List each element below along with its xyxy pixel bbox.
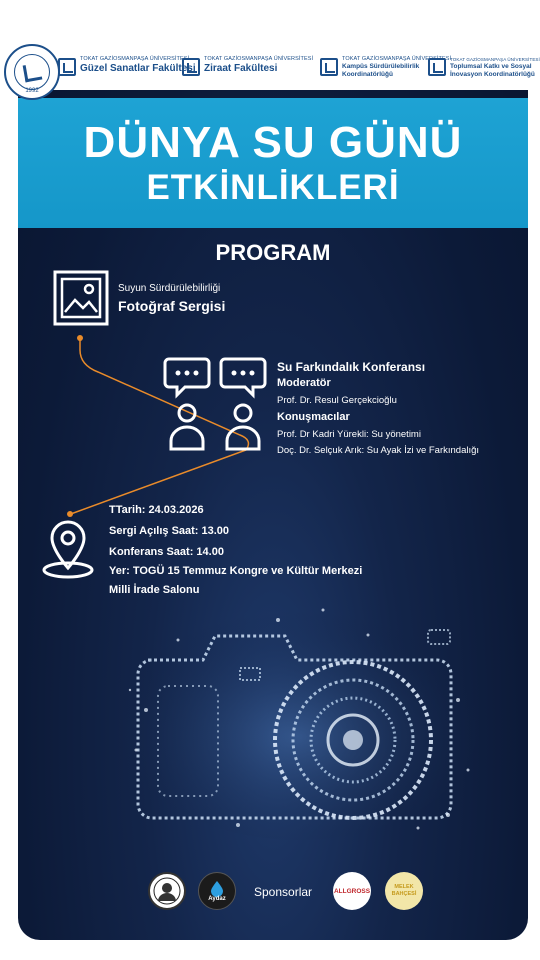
university-seal [4,44,60,100]
conference-title: Su Farkındalık Konferansı [277,360,426,374]
speaker-item: Prof. Dr Kadri Yürekli: Su yönetimi [277,429,421,440]
office-name-line2: Koordinatörlüğü [342,71,393,78]
sponsor-name: Aydaz [208,895,226,902]
sponsor-name: ALLGROSS [333,887,371,895]
sponsor-1-logo [148,872,186,910]
faculty-name: Güzel Sanatlar Fakültesi [80,63,196,74]
university-name: TOKAT GAZİOSMANPAŞA ÜNİVERSİTESİ [342,56,452,62]
portrait-emblem-icon [152,876,182,906]
university-name: TOKAT GAZİOSMANPAŞA ÜNİVERSİTESİ [450,57,540,62]
moderator-label: Moderatör [277,377,331,389]
seal-emblem-icon [14,54,50,90]
event-title: DÜNYA SU GÜNÜ [83,118,463,167]
sponsor-allgross-logo [333,872,371,910]
sponsors-label: Sponsorlar [254,885,313,899]
event-date: TTarih: 24.03.2026 [109,504,204,516]
poster-panel [18,20,540,940]
event-subtitle: ETKİNLİKLERİ [146,168,400,207]
university-name: TOKAT GAZİOSMANPAŞA ÜNİVERSİTESİ [204,56,314,62]
moderator-name: Prof. Dr. Resul Gerçekcioğlu [277,395,397,406]
office-name-line2: İnovasyon Koordinatörlüğü [450,71,535,78]
speaker-item: Doç. Dr. Selçuk Arık: Su Ayak İzi ve Farkındalığı [277,445,480,456]
location-pin-icon [40,518,96,582]
program-heading: PROGRAM [215,240,331,265]
venue-line-2: Milli İrade Salonu [109,584,200,596]
office-name-line1: Toplumsal Katkı ve Sosyal [450,63,532,70]
sponsor-melek-logo [385,872,423,910]
sponsor-name: MELEK BAHÇESİ [391,884,417,897]
seal-year: 1992 [25,88,39,94]
university-name: TOKAT GAZİOSMANPAŞA ÜNİVERSİTESİ [80,56,190,62]
conference-time: Konferans Saat: 14.00 [109,546,224,558]
exhibition-subtitle: Suyun Sürdürülebilirliği [118,283,221,294]
exhibition-time: Sergi Açılış Saat: 13.00 [109,525,230,537]
sponsor-aydaz-logo [198,872,236,910]
exhibition-title: Fotoğraf Sergisi [118,298,226,314]
discussion-icon [163,355,275,455]
water-camera-illustration [118,590,478,840]
faculty-name: Ziraat Fakültesi [204,63,278,74]
water-drop-icon [210,880,224,896]
speakers-label: Konuşmacılar [277,411,350,423]
office-name-line1: Kampüs Sürdürülebilirlik [342,63,420,70]
picture-frame-icon [53,270,109,326]
venue-line-1: Yer: TOGÜ 15 Temmuz Kongre ve Kültür Merkezi [109,565,363,577]
